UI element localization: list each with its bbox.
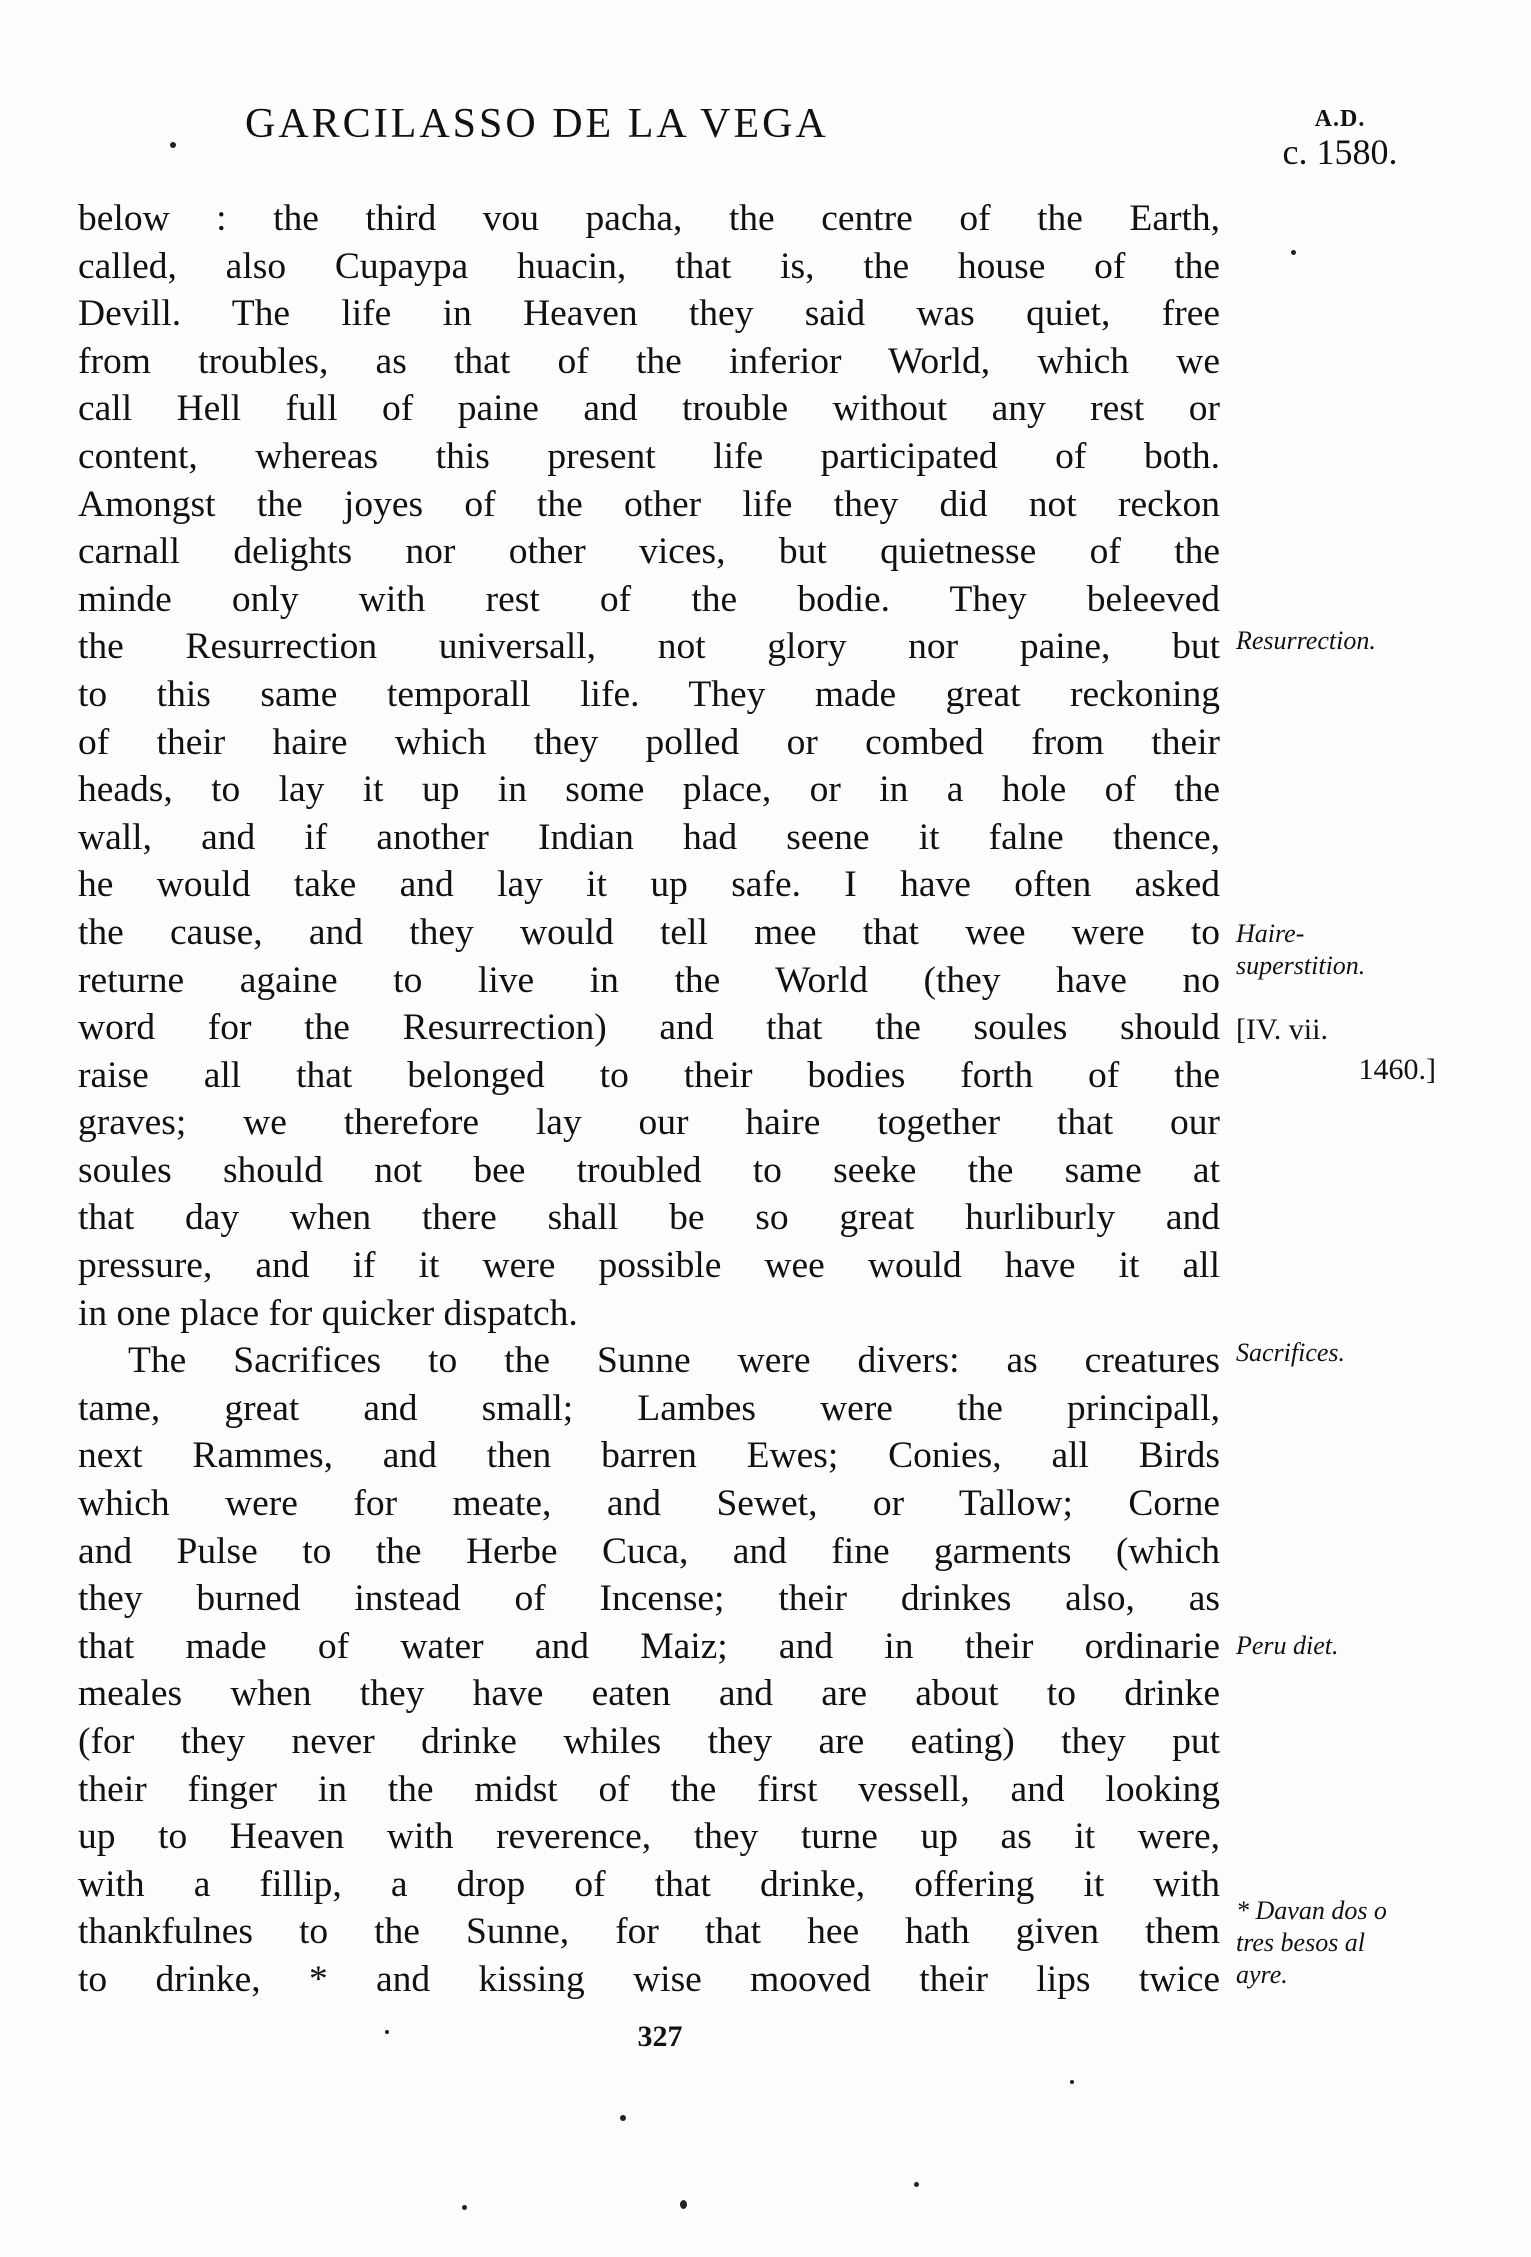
text-line: from troubles, as that of the inferior World, which we xyxy=(78,340,1220,382)
body-text xyxy=(78,195,1220,2004)
print-speck xyxy=(385,2030,389,2034)
print-speck xyxy=(1291,250,1296,255)
print-speck xyxy=(462,2205,467,2210)
margin-reference-line2: 1460.] xyxy=(1358,1053,1436,1086)
text-line: heads, to lay it up in some place, or in a hole of the xyxy=(78,769,1220,811)
text-line: in one place for quicker dispatch. xyxy=(78,1292,578,1334)
text-line: they burned instead of Incense; their drinkes also, as xyxy=(78,1578,1220,1620)
text-line: next Rammes, and then barren Ewes; Conies, all Birds xyxy=(78,1435,1220,1477)
text-line: (for they never drinke whiles they are eating) they put xyxy=(78,1721,1220,1762)
text-line: soules should not bee troubled to seeke the same at xyxy=(78,1149,1220,1191)
margin-note-resurrection: Resurrection. xyxy=(1236,626,1376,655)
text-line: called, also Cupaypa huacin, that is, the house of the xyxy=(78,245,1220,287)
text-line: carnall delights nor other vices, but quietnesse of the xyxy=(78,531,1220,573)
print-speck xyxy=(620,2115,626,2121)
margin-reference xyxy=(1236,1010,1436,1090)
margin-note-sacrifices: Sacrifices. xyxy=(1236,1338,1346,1367)
text-line: of their haire which they polled or combed from their xyxy=(78,721,1220,763)
text-line: raise all that belonged to their bodies forth of the xyxy=(78,1054,1220,1096)
text-line: tame, great and small; Lambes were the principall, xyxy=(78,1387,1220,1429)
text-line: to drinke, * and kissing wise mooved their lips twice xyxy=(78,1958,1220,2000)
text-line: minde only with rest of the bodie. They beleeved xyxy=(78,578,1220,620)
page-number: 327 xyxy=(637,2020,683,2053)
text-line: The Sacrifices to the Sunne were divers: as creatures xyxy=(128,1340,1220,1382)
text-line: graves; we therefore lay our haire together that our xyxy=(78,1102,1220,1144)
running-head-title: GARCILASSO DE LA VEGA xyxy=(245,101,829,147)
print-speck xyxy=(1070,2080,1074,2084)
text-line: word for the Resurrection) and that the soules should xyxy=(78,1007,1220,1049)
text-line: the Resurrection universall, not glory nor paine, but xyxy=(78,626,1220,668)
margin-footnote-line1: * Davan dos o xyxy=(1236,1896,1387,1925)
text-line: pressure, and if it were possible wee would have it all xyxy=(78,1245,1220,1287)
text-line: their finger in the midst of the first vessell, and looking xyxy=(78,1768,1220,1810)
margin-footnote-line2: tres besos al xyxy=(1236,1928,1366,1957)
margin-reference-line1: [IV. vii. xyxy=(1236,1013,1328,1046)
date-block xyxy=(1250,106,1430,173)
text-line: thankfulnes to the Sunne, for that hee hath given them xyxy=(78,1911,1220,1953)
text-line: to this same temporall life. They made great reckoning xyxy=(78,673,1220,715)
text-line: wall, and if another Indian had seene it falne thence, xyxy=(78,816,1220,858)
text-line: up to Heaven with reverence, they turne up as it were, xyxy=(78,1816,1220,1858)
margin-note-peru-diet: Peru diet. xyxy=(1236,1631,1339,1660)
text-line: which were for meate, and Sewet, or Tallow; Corne xyxy=(78,1483,1220,1525)
text-line: that day when there shall be so great hurliburly and xyxy=(78,1197,1220,1239)
text-line: call Hell full of paine and trouble without any rest or xyxy=(78,388,1220,430)
margin-footnote xyxy=(1236,1895,1466,1991)
text-line: and Pulse to the Herbe Cuca, and fine garments (which xyxy=(78,1530,1220,1572)
print-speck xyxy=(914,2182,919,2187)
text-line: meales when they have eaten and are about to drinke xyxy=(78,1673,1220,1715)
margin-note-haire xyxy=(1236,918,1466,982)
margin-footnote-line3: ayre. xyxy=(1236,1960,1288,1989)
text-line: returne againe to live in the World (they have no xyxy=(78,959,1220,1001)
text-line: below : the third vou pacha, the centre of the Earth, xyxy=(78,198,1220,239)
text-line: Devill. The life in Heaven they said was quiet, free xyxy=(78,293,1220,335)
margin-note-haire-line2: superstition. xyxy=(1236,951,1366,980)
print-speck xyxy=(170,142,176,148)
text-line: Amongst the joyes of the other life they did not reckon xyxy=(78,483,1220,525)
print-speck xyxy=(680,2200,687,2209)
text-line: with a fillip, a drop of that drinke, offering it with xyxy=(78,1863,1220,1905)
text-line: content, whereas this present life participated of both. xyxy=(78,435,1220,477)
text-line: that made of water and Maiz; and in their ordinarie xyxy=(78,1625,1220,1667)
date-label: c. 1580. xyxy=(1282,132,1398,172)
text-line: the cause, and they would tell mee that wee were to xyxy=(78,911,1220,953)
era-label: A.D. xyxy=(1314,106,1366,132)
margin-note-haire-line1: Haire- xyxy=(1236,919,1305,948)
text-line: he would take and lay it up safe. I have often asked xyxy=(78,864,1220,906)
